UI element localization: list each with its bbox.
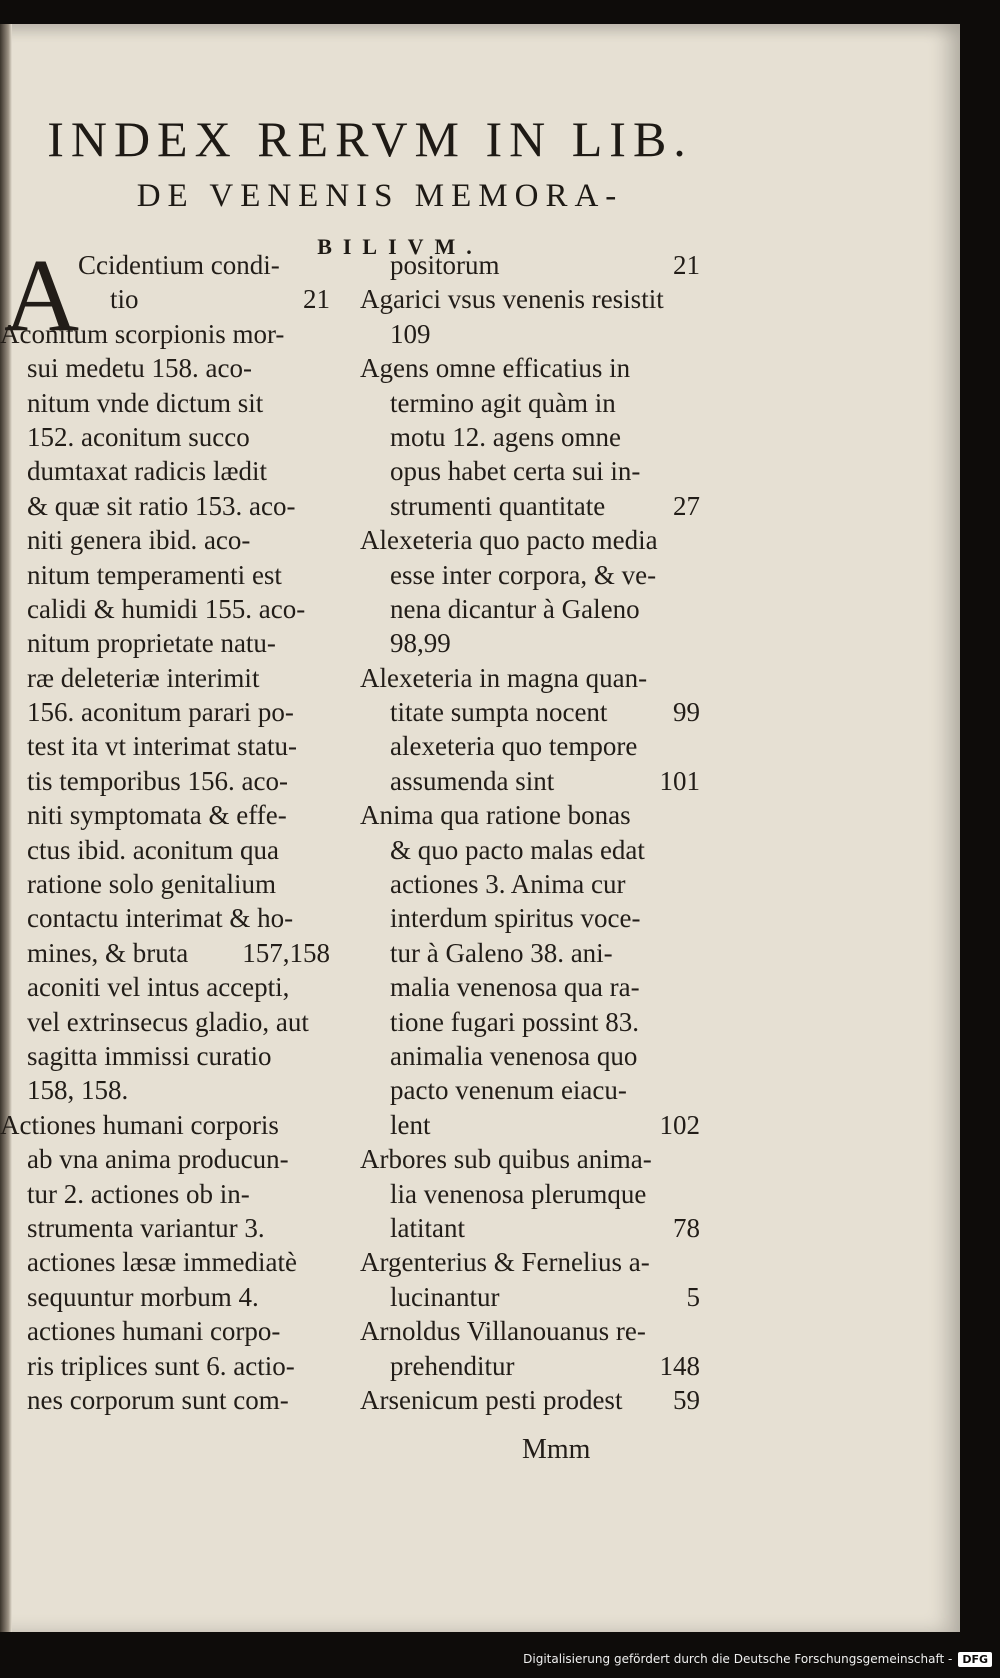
index-entry-text: niti genera ibid. aco- [27, 525, 251, 556]
index-entry-text: dumtaxat radicis lædit [27, 456, 267, 487]
title-line-2: DE VENENIS MEMORA- [136, 178, 624, 214]
index-entry-text: lia venenosa plerumque [390, 1178, 647, 1209]
index-line [0, 523, 330, 557]
index-line [0, 1349, 330, 1383]
index-line [360, 626, 700, 660]
index-line [360, 420, 700, 454]
index-page-number: 101 [659, 765, 700, 796]
page-header [0, 108, 740, 262]
index-page-number: 21 [303, 284, 330, 315]
index-entry-text: actiones læsæ immediatè [27, 1247, 297, 1278]
index-entry-text: assumenda sint [390, 765, 555, 796]
index-line [0, 695, 330, 729]
index-line [360, 1314, 700, 1348]
index-line [360, 489, 700, 523]
index-line [360, 867, 700, 901]
index-line [360, 248, 700, 282]
index-entry-text: animalia venenosa quo [390, 1040, 638, 1071]
index-entry-text: malia venenosa qua ra- [390, 972, 640, 1003]
index-line [360, 1383, 700, 1417]
index-line [0, 489, 330, 523]
digitization-footer [0, 1646, 992, 1672]
index-line [0, 1108, 330, 1142]
catchword: Mmm [522, 1434, 591, 1465]
index-column-right [360, 248, 700, 1417]
index-entry-text: Arsenicum pesti prodest [360, 1384, 623, 1415]
index-line [0, 1211, 330, 1245]
index-entry-text: Arbores sub quibus anima- [360, 1144, 652, 1175]
index-line [360, 764, 700, 798]
index-line [0, 558, 330, 592]
index-entry-text: nena dicantur à Galeno [390, 593, 640, 624]
index-entry-text: alexeteria quo tempore [390, 731, 638, 762]
index-entry-text: 156. aconitum parari po- [27, 697, 294, 728]
index-line [0, 626, 330, 660]
index-line [0, 1142, 330, 1176]
index-entry-text: interdum spiritus voce- [390, 903, 641, 934]
index-entry-text: tur à Galeno 38. ani- [390, 937, 613, 968]
footer-credit-text: Digitalisierung gefördert durch die Deutsche Forschungsgemeinschaft - [523, 1652, 953, 1666]
index-page-number: 5 [686, 1281, 700, 1312]
index-page-number: 99 [673, 697, 700, 728]
index-line [0, 764, 330, 798]
index-entry-text: opus habet certa sui in- [390, 456, 641, 487]
title-line-3: BILIVM. [317, 234, 483, 259]
index-entry-text: sagitta immissi curatio [27, 1040, 272, 1071]
index-line [360, 936, 700, 970]
index-entry-text: pacto venenum eiacu- [390, 1075, 627, 1106]
index-column-left [0, 248, 330, 1417]
index-line [360, 661, 700, 695]
index-line [360, 454, 700, 488]
index-line [360, 351, 700, 385]
index-line [360, 970, 700, 1004]
index-entry-text: lucinantur [390, 1281, 500, 1312]
index-line [0, 1280, 330, 1314]
index-line [0, 420, 330, 454]
index-entry-text: titate sumpta nocent [390, 697, 608, 728]
index-line [0, 454, 330, 488]
title-line-1: INDEX RERVM IN LIB. [47, 111, 693, 167]
index-line [360, 523, 700, 557]
index-line [0, 248, 330, 282]
index-line [0, 1383, 330, 1417]
index-line [360, 833, 700, 867]
index-line [0, 867, 330, 901]
index-entry-text: Aconitum scorpionis mor- [0, 318, 285, 349]
index-page-number: 21 [673, 250, 700, 280]
index-entry-text: Anima qua ratione bonas [360, 800, 631, 831]
index-entry-text: tio [110, 284, 139, 315]
index-entry-text: tis temporibus 156. aco- [27, 765, 288, 796]
index-line [360, 1349, 700, 1383]
drop-cap: A [4, 238, 80, 353]
index-line [0, 729, 330, 763]
index-page-number: 27 [673, 490, 700, 521]
index-entry-text: 109 [390, 318, 431, 349]
index-line [360, 386, 700, 420]
index-line [0, 1005, 330, 1039]
index-line [360, 282, 700, 316]
index-entry-text: termino agit quàm in [390, 387, 616, 418]
index-entry-text: esse inter corpora, & ve- [390, 559, 657, 590]
index-entry-text: Argenterius & Fernelius a- [360, 1247, 650, 1278]
index-entry-text: tione fugari possint 83. [390, 1006, 639, 1037]
index-page-number: 148 [659, 1350, 700, 1381]
index-line [360, 1039, 700, 1073]
index-line [0, 936, 330, 970]
index-entry-text: Actiones humani corporis [0, 1109, 279, 1140]
index-line [360, 317, 700, 351]
index-line [0, 798, 330, 832]
index-line [0, 351, 330, 385]
index-line [360, 1005, 700, 1039]
index-line [360, 1108, 700, 1142]
index-entry-text: actiones humani corpo- [27, 1316, 281, 1347]
index-line [0, 833, 330, 867]
index-page-number: 102 [659, 1109, 700, 1140]
index-entry-text: motu 12. agens omne [390, 421, 621, 452]
index-line [360, 695, 700, 729]
index-line [360, 729, 700, 763]
index-entry-text: niti symptomata & effe- [27, 800, 287, 831]
index-entry-text: ctus ibid. aconitum qua [27, 834, 279, 865]
index-line [360, 901, 700, 935]
index-entry-text: & quo pacto malas edat [390, 834, 645, 865]
index-entry-text: sui medetu 158. aco- [27, 353, 252, 384]
index-line [360, 1073, 700, 1107]
index-page-number: 78 [673, 1212, 700, 1243]
index-entry-text: nes corporum sunt com- [27, 1384, 289, 1415]
index-entry-text: Agarici vsus venenis resistit [360, 284, 664, 315]
index-page-number: 157,158 [242, 937, 330, 968]
index-entry-text: 98,99 [390, 628, 451, 659]
index-entry-text: ab vna anima producun- [27, 1144, 289, 1175]
index-entry-text: Agens omne efficatius in [360, 353, 631, 384]
index-entry-text: nitum temperamenti est [27, 559, 282, 590]
index-entry-text: sequuntur morbum 4. [27, 1281, 259, 1312]
index-entry-text: latitant [390, 1212, 465, 1243]
index-entry-text: Arnoldus Villanouanus re- [360, 1316, 646, 1347]
index-line [360, 1280, 700, 1314]
index-entry-text: strumenti quantitate [390, 490, 606, 521]
index-entry-text: 158, 158. [27, 1075, 129, 1106]
index-entry-text: Ccidentium condi- [78, 250, 280, 280]
index-entry-text: tur 2. actiones ob in- [27, 1178, 250, 1209]
index-line [0, 1177, 330, 1211]
index-line [360, 1245, 700, 1279]
index-line [0, 317, 330, 351]
index-line [360, 1142, 700, 1176]
index-entry-text: Alexeteria in magna quan- [360, 662, 648, 693]
index-line [0, 901, 330, 935]
index-line [360, 1177, 700, 1211]
index-line [360, 1211, 700, 1245]
index-line [0, 1073, 330, 1107]
index-entry-text: positorum [390, 250, 500, 280]
index-entry-text: aconiti vel intus accepti, [27, 972, 290, 1003]
index-entry-text: & quæ sit ratio 153. aco- [27, 490, 296, 521]
index-entry-text: test ita vt interimat statu- [27, 731, 297, 762]
index-entry-text: vel extrinsecus gladio, aut [27, 1006, 309, 1037]
index-line [0, 661, 330, 695]
index-entry-text: nitum proprietate natu- [27, 628, 276, 659]
index-entry-text: strumenta variantur 3. [27, 1212, 265, 1243]
index-entry-text: lent [390, 1109, 431, 1140]
index-line [0, 1245, 330, 1279]
index-line [0, 282, 330, 316]
dfg-logo: DFG [958, 1652, 992, 1667]
index-line [360, 798, 700, 832]
index-line [360, 592, 700, 626]
index-entry-text: ræ deleteriæ interimit [27, 662, 260, 693]
index-entry-text: Alexeteria quo pacto media [360, 525, 658, 556]
index-entry-text: 152. aconitum succo [27, 421, 250, 452]
index-entry-text: contactu interimat & ho- [27, 903, 294, 934]
index-entry-text: calidi & humidi 155. aco- [27, 593, 306, 624]
index-entry-text: ris triplices sunt 6. actio- [27, 1350, 295, 1381]
index-entry-text: actiones 3. Anima cur [390, 869, 626, 900]
index-line [0, 1039, 330, 1073]
index-entry-text: nitum vnde dictum sit [27, 387, 264, 418]
index-line [0, 592, 330, 626]
index-line [0, 1314, 330, 1348]
index-entry-text: ratione solo genitalium [27, 869, 276, 900]
index-line [0, 970, 330, 1004]
index-line [0, 386, 330, 420]
index-line [360, 558, 700, 592]
index-entry-text: prehenditur [390, 1350, 515, 1381]
index-page-number: 59 [673, 1384, 700, 1415]
index-entry-text: mines, & bruta [27, 937, 189, 968]
